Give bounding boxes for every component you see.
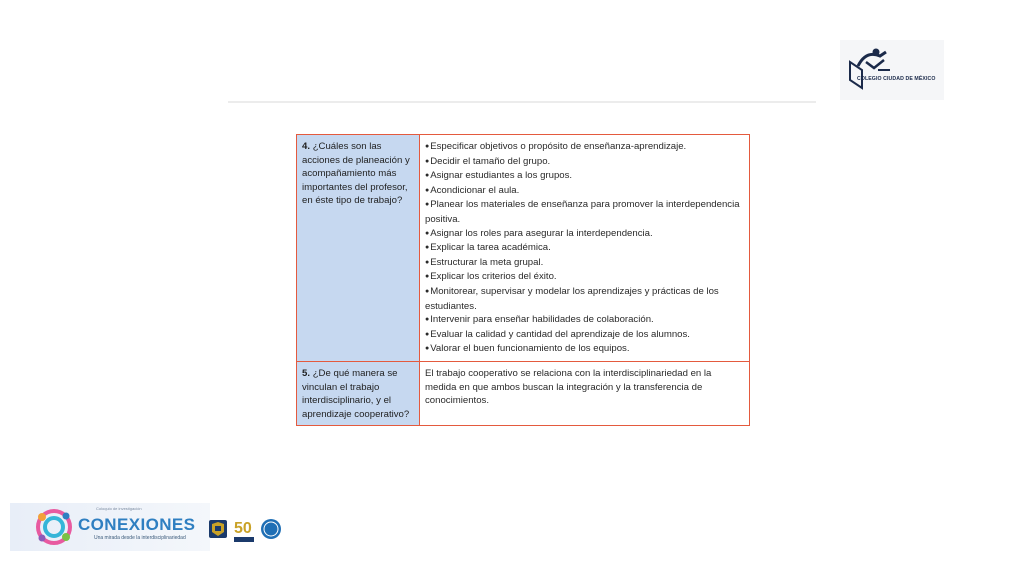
list-item: ● Asignar los roles para asegurar la interdependencia. bbox=[425, 227, 745, 242]
question-number: 5. bbox=[302, 367, 311, 379]
table-row bbox=[297, 361, 750, 425]
conexiones-emblem-icon bbox=[34, 507, 74, 547]
list-item: ● Estructurar la meta grupal. bbox=[425, 256, 745, 271]
question-number: 4. bbox=[302, 141, 311, 152]
sil-badge-icon bbox=[260, 518, 282, 540]
list-item: ● Planear los materiales de enseñanza para promover la interdependencia positiva. bbox=[425, 198, 745, 226]
list-item: ● Acondicionar el aula. bbox=[425, 184, 745, 199]
list-item: ● Explicar los criterios del éxito. bbox=[425, 270, 745, 285]
school-logo-text: COLEGIO CIUDAD DE MÉXICO bbox=[857, 76, 936, 82]
list-item: ● Explicar la tarea académica. bbox=[425, 241, 745, 256]
qa-table bbox=[296, 134, 750, 426]
conexiones-logo bbox=[10, 503, 210, 551]
list-item: ● Especificar objetivos o propósito de enseñanza-aprendizaje. bbox=[425, 140, 745, 155]
answer-cell bbox=[420, 135, 750, 362]
question-text: ¿Cuáles son las acciones de planeación y acompañamiento más importantes del profesor, en éste tipo de trabajo? bbox=[302, 141, 410, 207]
conexiones-tagline: Una mirada desde la interdisciplinariedad bbox=[94, 535, 186, 541]
school-logo bbox=[840, 40, 944, 100]
school-emblem-icon bbox=[840, 40, 944, 100]
unam-crest-icon bbox=[207, 518, 229, 540]
list-item: ● Valorar el buen funcionamiento de los equipos. bbox=[425, 342, 745, 357]
fifty-text: 50 bbox=[234, 520, 252, 537]
question-cell bbox=[297, 361, 420, 425]
answer-list bbox=[425, 140, 745, 357]
table-row bbox=[297, 135, 750, 362]
list-item: ● Intervenir para enseñar habilidades de colaboración. bbox=[425, 313, 745, 328]
list-item: ● Evaluar la calidad y cantidad del aprendizaje de los alumnos. bbox=[425, 328, 745, 343]
list-item: ● Asignar estudiantes a los grupos. bbox=[425, 169, 745, 184]
conexiones-top-text: Coloquio de investigación bbox=[96, 506, 142, 511]
fifty-emblem-icon bbox=[232, 516, 256, 544]
header-divider bbox=[228, 101, 816, 103]
question-cell bbox=[297, 135, 420, 362]
answer-cell bbox=[420, 361, 750, 425]
conexiones-wordmark: CONEXIONES bbox=[78, 515, 196, 534]
list-item: ● Decidir el tamaño del grupo. bbox=[425, 155, 745, 170]
list-item: ● Monitorear, supervisar y modelar los aprendizajes y prácticas de los estudiantes. bbox=[425, 285, 745, 313]
fifty-anniversary-logo bbox=[232, 516, 256, 544]
question-text: ¿De qué manera se vinculan el trabajo interdisciplinario, y el aprendizaje cooperativo? bbox=[302, 367, 410, 420]
answer-text: El trabajo cooperativo se relaciona con la interdisciplinariedad en la medida en que ambos buscan la integración y la transferencia de conocimientos. bbox=[425, 367, 712, 407]
